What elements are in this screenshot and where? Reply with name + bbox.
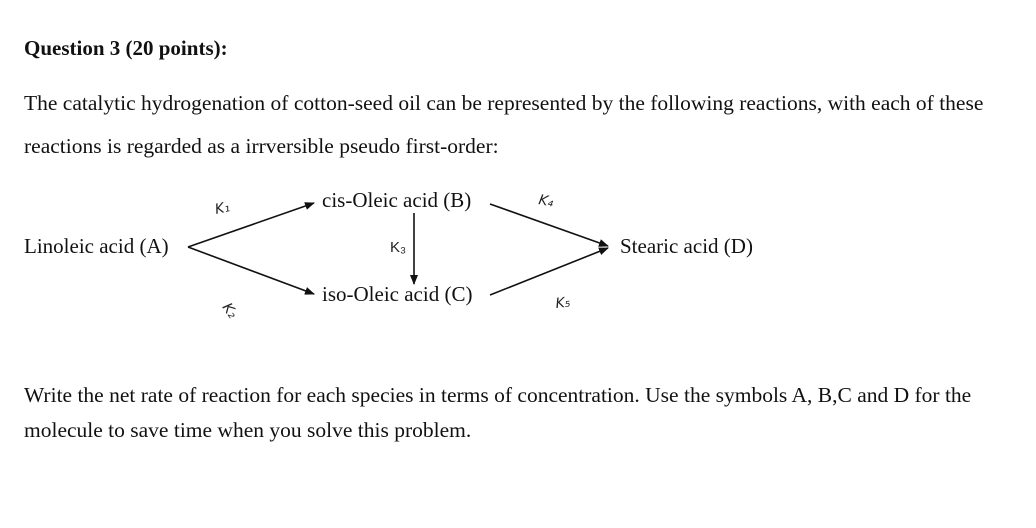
- rate-constant-k1: K₁: [213, 199, 232, 218]
- question-intro-text: The catalytic hydrogenation of cotton-seed oil can be represented by the following reactions, with each of these reactions is regarded as a irrversible pseudo first-order:: [24, 91, 984, 158]
- node-stearic-acid-d: Stearic acid (D): [620, 234, 753, 258]
- rate-constant-k5: K₅: [554, 294, 572, 312]
- rate-constant-k3: K₃: [390, 239, 407, 256]
- reaction-diagram: [0, 170, 1036, 340]
- node-iso-oleic-acid-c: iso-Oleic acid (C): [322, 282, 473, 306]
- question-instructions-text: Write the net rate of reaction for each species in terms of concentration. Use the symbols A, B,C and D for the molecule to save time when you solve this problem.: [24, 383, 972, 442]
- arrow-b-to-d: [490, 204, 608, 246]
- rate-constant-k2: K₂: [218, 300, 241, 322]
- node-linoleic-acid-a: Linoleic acid (A): [24, 234, 169, 258]
- rate-constant-k4: K₄: [537, 192, 555, 211]
- arrow-c-to-d: [490, 248, 608, 295]
- arrow-a-to-b: [188, 203, 314, 247]
- arrow-a-to-c: [188, 247, 314, 294]
- node-cis-oleic-acid-b: cis-Oleic acid (B): [322, 188, 472, 212]
- question-heading: Question 3 (20 points):: [24, 36, 228, 60]
